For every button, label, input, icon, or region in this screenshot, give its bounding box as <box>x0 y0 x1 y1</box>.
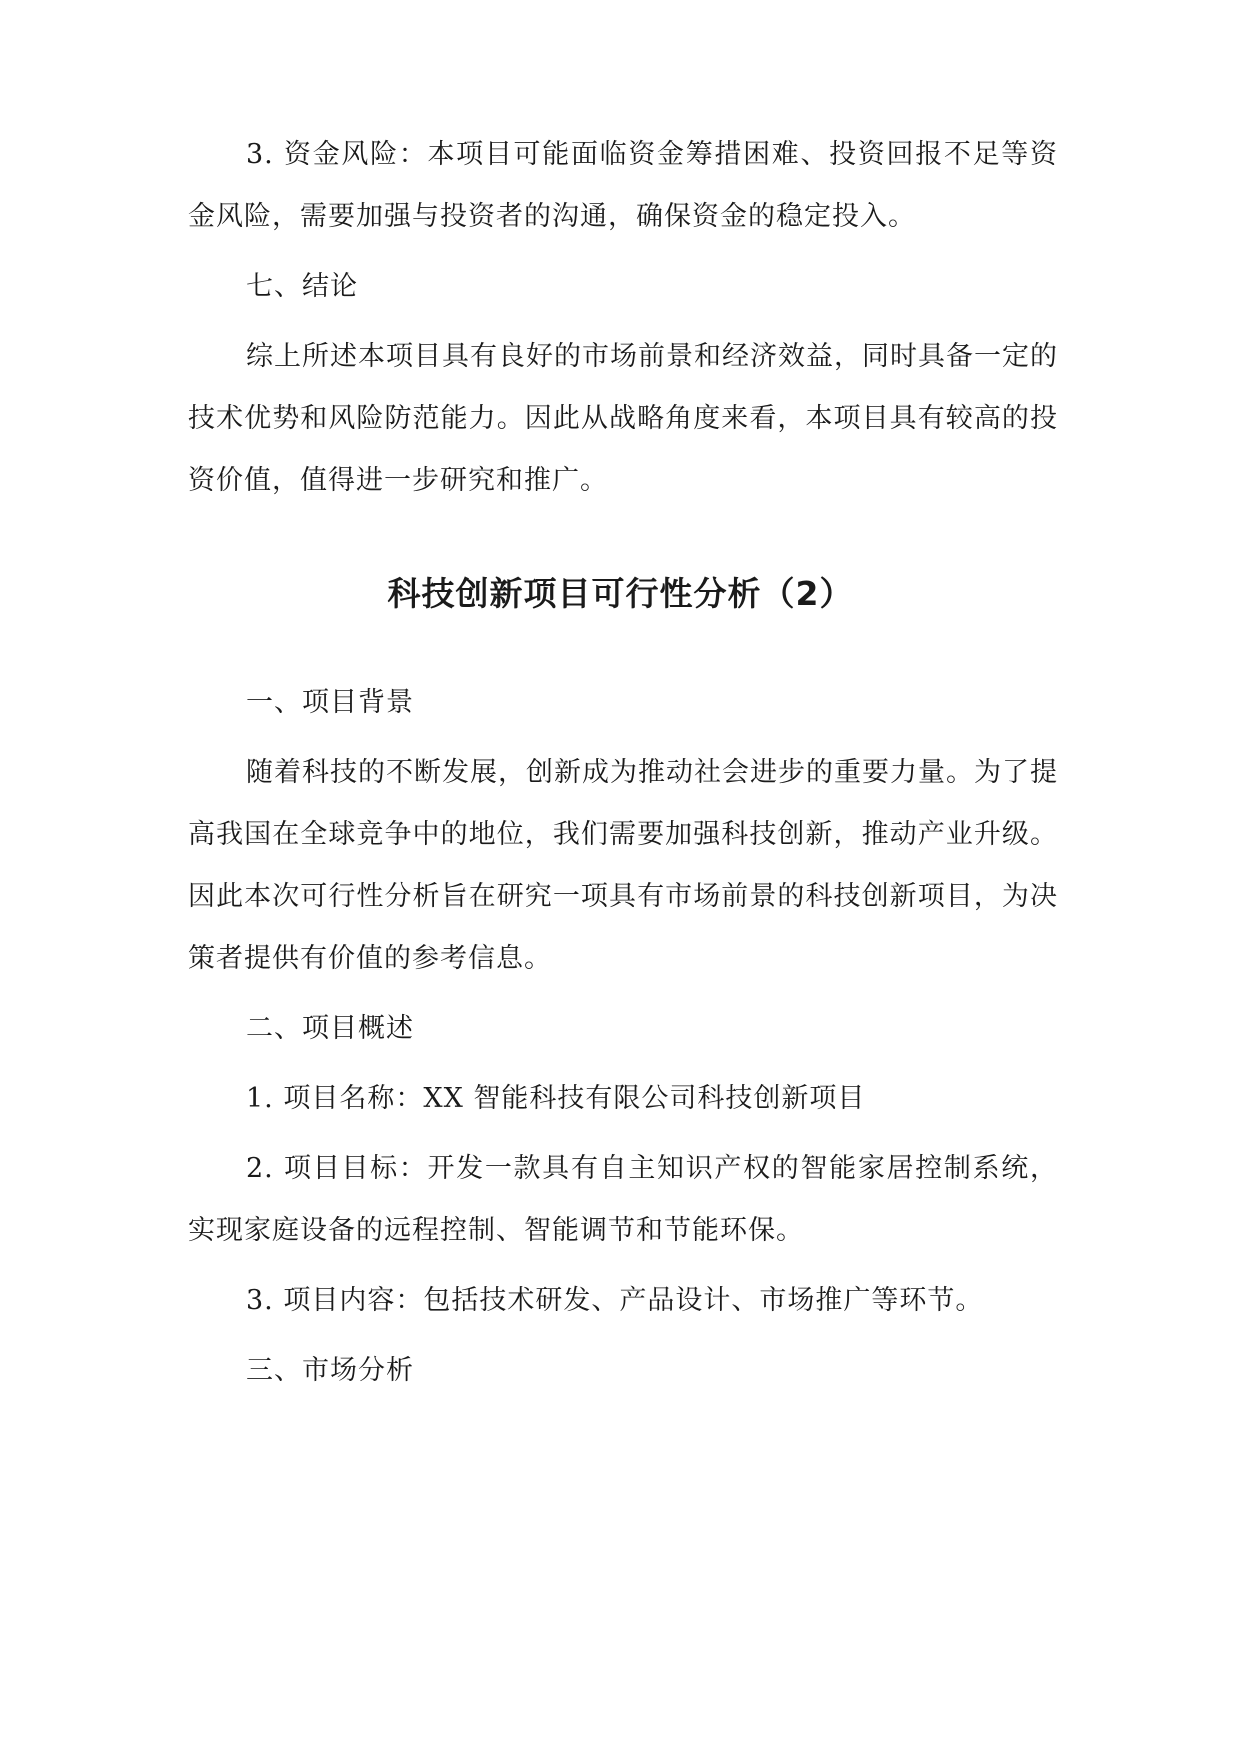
conclusion-paragraph: 综上所述本项目具有良好的市场前景和经济效益，同时具备一定的技术优势和风险防范能力。因此从战略角度来看，本项目具有较高的投资价值，值得进一步研究和推广。 <box>188 341 1058 496</box>
section-heading-market: 三、市场分析 <box>246 1355 414 1386</box>
section-heading-conclusion: 七、结论 <box>246 271 358 302</box>
feasibility-analysis-block <box>188 672 1058 1402</box>
overview-item-2: 2. 项目目标：开发一款具有自主知识产权的智能家居控制系统，实现家庭设备的远程控制、智能调节和节能环保。 <box>188 1153 1058 1246</box>
section-heading-background: 一、项目背景 <box>246 687 414 718</box>
document-title: 科技创新项目可行性分析（2） <box>387 574 854 613</box>
overview-item-1: 1. 项目名称：XX 智能科技有限公司科技创新项目 <box>246 1083 866 1114</box>
previous-section-block <box>188 124 1058 512</box>
background-paragraph: 随着科技的不断发展，创新成为推动社会进步的重要力量。为了提高我国在全球竞争中的地位，我们需要加强科技创新，推动产业升级。因此本次可行性分析旨在研究一项具有市场前景的科技创新项目，为决策者提供有价值的参考信息。 <box>188 757 1058 974</box>
overview-item-3: 3. 项目内容：包括技术研发、产品设计、市场推广等环节。 <box>246 1285 984 1316</box>
risk-item-3: 3. 资金风险：本项目可能面临资金筹措困难、投资回报不足等资金风险，需要加强与投资者的沟通，确保资金的稳定投入。 <box>188 139 1058 232</box>
section-heading-overview: 二、项目概述 <box>246 1013 414 1044</box>
